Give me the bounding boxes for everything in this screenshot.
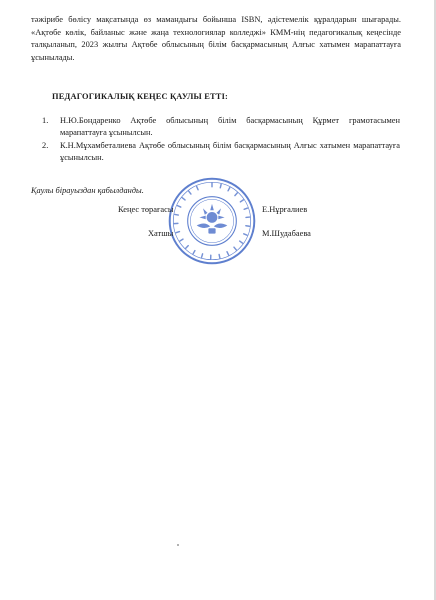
chair-name: Е.Нұрғалиев bbox=[262, 205, 308, 214]
decision-item bbox=[42, 140, 400, 163]
chair-role: Кеңес төрағасы bbox=[118, 205, 174, 214]
agreed-note: Қаулы бірауыздан қабылданды. bbox=[31, 186, 144, 195]
decision-list bbox=[42, 115, 400, 165]
scan-speck bbox=[177, 544, 179, 546]
decision-number: 1. bbox=[42, 116, 49, 125]
decision-text: К.Н.Мұхамбеталиева Ақтөбе облысының білім басқармасының Алғыс хатымен марапаттауға ұсынылсын. bbox=[60, 141, 400, 162]
secretary-name: М.Шудабаева bbox=[262, 229, 311, 238]
official-seal-icon bbox=[167, 176, 257, 266]
decision-heading: ПЕДАГОГИКАЛЫҚ КЕҢЕС ҚАУЛЫ ЕТТІ: bbox=[52, 92, 229, 101]
decision-text: Н.Ю.Бондаренко Ақтөбе облысының білім басқармасының Құрмет грамотасымен марапаттауға ұсынылсын. bbox=[60, 116, 400, 137]
decision-number: 2. bbox=[42, 141, 49, 150]
intro-paragraph: тәжірибе бөлісу мақсатында өз мамандығы бойынша ISBN, әдістемелік құралдарын шығарады. «Ақтөбе көлік, байланыс және жаңа технологиялар колледжі» КММ-нің педагогикалық кеңесінде талқыланып, 2023 жылғы Ақтөбе облысының білім басқармасының Алғыс хатымен марапаттауға ұсынылады. bbox=[31, 15, 401, 62]
secretary-role: Хатшы bbox=[148, 229, 174, 238]
decision-item bbox=[42, 115, 400, 138]
